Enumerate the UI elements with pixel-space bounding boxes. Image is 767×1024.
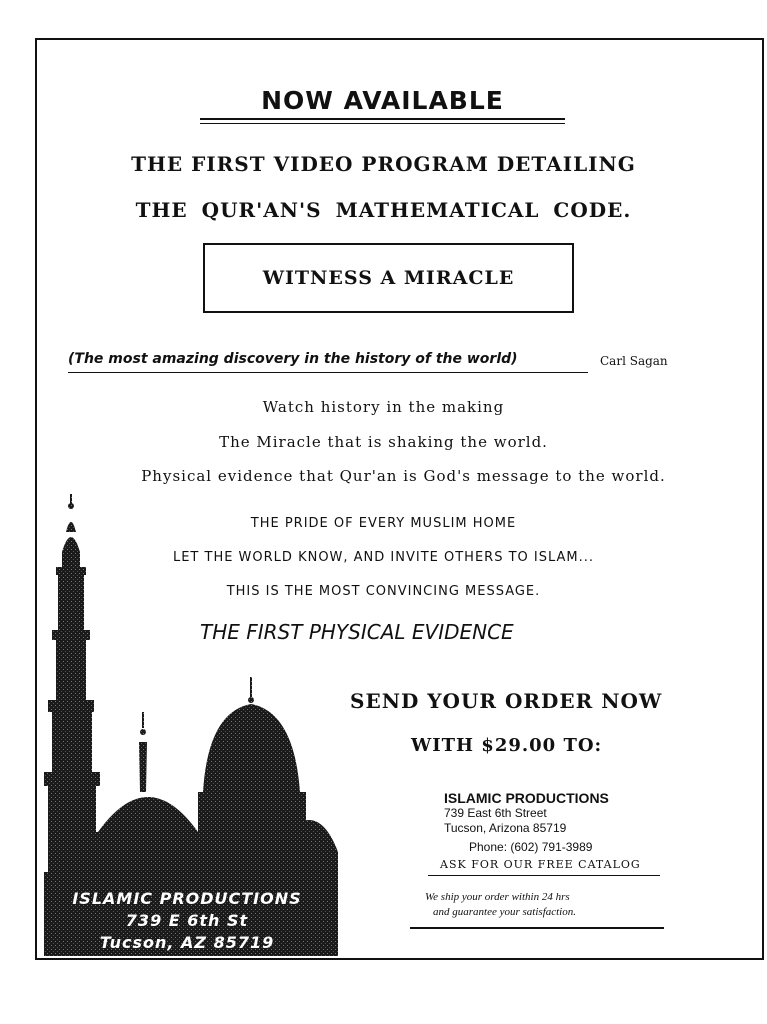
mosque-caption-line-3: Tucson, AZ 85719 xyxy=(99,933,275,952)
headline-underline xyxy=(200,118,565,120)
mosque-caption-line-1: ISLAMIC PRODUCTIONS xyxy=(72,889,302,908)
address-phone: Phone: (602) 791-3989 xyxy=(469,840,593,854)
shipping-line-2: and guarantee your satisfaction. xyxy=(433,906,576,918)
sagan-quote: (The most amazing discovery in the history of the world) xyxy=(68,351,518,367)
address-street: 739 East 6th Street xyxy=(444,806,547,820)
headline: NOW AVAILABLE xyxy=(261,86,504,115)
subheading-line-1: THE FIRST VIDEO PROGRAM DETAILING xyxy=(131,152,636,176)
quote-attribution: Carl Sagan xyxy=(600,354,668,368)
line-physical-evidence: Physical evidence that Qur'an is God's message to the world. xyxy=(141,467,666,485)
free-catalog-text: ASK FOR OUR FREE CATALOG xyxy=(440,858,641,871)
quote-underline xyxy=(68,372,588,373)
caps-line-pride: THE PRIDE OF EVERY MUSLIM HOME xyxy=(250,516,517,531)
line-miracle: The Miracle that is shaking the world. xyxy=(219,433,548,451)
caps-line-invite: LET THE WORLD KNOW, AND INVITE OTHERS TO ISLAM... xyxy=(172,550,595,565)
shipping-line-1: We ship your order within 24 hrs xyxy=(425,891,570,903)
price-heading: WITH $29.00 TO: xyxy=(411,735,603,756)
catalog-underline xyxy=(428,875,660,876)
first-physical-evidence: THE FIRST PHYSICAL EVIDENCE xyxy=(200,620,514,644)
witness-box xyxy=(203,243,574,313)
shipping-underline xyxy=(410,927,664,929)
send-order-heading: SEND YOUR ORDER NOW xyxy=(350,689,663,713)
line-watch-history: Watch history in the making xyxy=(262,398,505,416)
headline-underline-thin xyxy=(200,123,565,124)
caps-line-convincing: THIS IS THE MOST CONVINCING MESSAGE. xyxy=(226,584,541,599)
witness-text: WITNESS A MIRACLE xyxy=(262,267,515,289)
subheading-line-2: THE QUR'AN'S MATHEMATICAL CODE. xyxy=(135,198,632,222)
address-city: Tucson, Arizona 85719 xyxy=(444,821,567,835)
mosque-caption-line-2: 739 E 6th St xyxy=(125,911,249,930)
address-org: ISLAMIC PRODUCTIONS xyxy=(444,790,609,806)
